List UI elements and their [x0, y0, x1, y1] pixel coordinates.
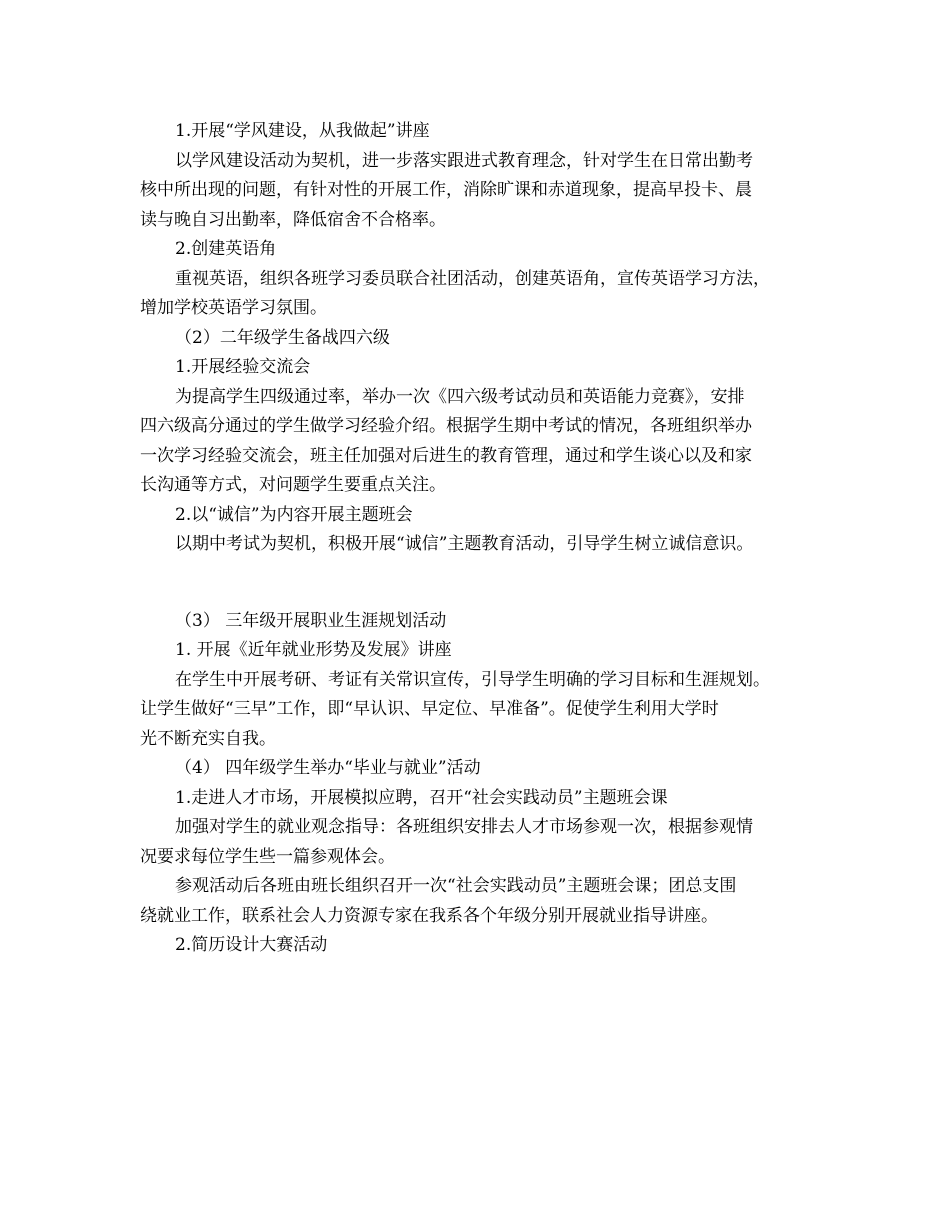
paragraph-line: 况要求每位学生些一篇参观体会。 — [140, 846, 395, 867]
paragraph-line: 重视英语，组织各班学习委员联合社团活动，创建英语角，宣传英语学习方法， — [175, 268, 770, 289]
section-title-grade-four: （4） 四年级学生举办“毕业与就业”活动 — [175, 758, 481, 778]
paragraph-line: 长沟通等方式，对问题学生要重点关注。 — [140, 475, 446, 495]
paragraph-line: 让学生做好“三早”工作，即“早认识、早定位、早准备”。促使学生利用大学时 — [140, 699, 719, 719]
spacer — [140, 560, 830, 607]
paragraph-line: 核中所出现的问题，有针对性的开展工作，消除旷课和赤道现象，提高早投卡、晨 — [140, 180, 752, 200]
heading-english-corner: 2.创建英语角 — [175, 239, 277, 259]
paragraph-line: 绕就业工作，联系社会人力资源专家在我系各个年级分别开展就业指导讲座。 — [140, 905, 718, 926]
paragraph-line: 参观活动后各班由班长组织召开一次“社会实践动员”主题班会课；团总支围 — [175, 876, 737, 896]
paragraph-line: 一次学习经验交流会，班主任加强对后进生的教育管理，通过和学生谈心以及和家 — [140, 445, 752, 466]
paragraph-line: 为提高学生四级通过率，举办一次《四六级考试动员和英语能力竞赛》，安排 — [175, 386, 745, 407]
document-body — [140, 117, 830, 961]
heading-integrity-class-meeting: 2.以“诚信”为内容开展主题班会 — [175, 504, 413, 525]
heading-talent-market: 1.走进人才市场，开展模拟应聘，召开“社会实践动员”主题班会课 — [175, 787, 668, 808]
heading-experience-exchange: 1.开展经验交流会 — [175, 357, 311, 377]
section-title-grade-two: （2）二年级学生备战四六级 — [175, 327, 390, 348]
paragraph-line: 在学生中开展考研、考证有关常识宣传，引导学生明确的学习目标和生涯规划。 — [175, 669, 770, 690]
heading-employment-lecture: 1. 开展《近年就业形势及发展》讲座 — [175, 640, 452, 660]
paragraph-line: 以学风建设活动为契机，进一步落实跟进式教育理念，针对学生在日常出勤考 — [175, 150, 753, 171]
heading-resume-contest: 2.简历设计大赛活动 — [175, 935, 328, 955]
section-title-grade-three: （3） 三年级开展职业生涯规划活动 — [175, 610, 447, 631]
heading-lecture-study-style: 1.开展“学风建设，从我做起”讲座 — [175, 121, 430, 141]
paragraph-line: 四六级高分通过的学生做学习经验介绍。根据学生期中考试的情况，各班组织举办 — [140, 416, 752, 436]
paragraph-line: 以期中考试为契机，积极开展“诚信”主题教育活动，引导学生树立诚信意识。 — [175, 534, 754, 554]
paragraph-line: 读与晚自习出勤率，降低宿舍不合格率。 — [140, 209, 446, 230]
paragraph-line: 增加学校英语学习氛围。 — [140, 298, 327, 318]
paragraph-line: 光不断充实自我。 — [140, 728, 276, 749]
paragraph-line: 加强对学生的就业观念指导：各班组织安排去人才市场参观一次，根据参观情 — [175, 817, 753, 837]
